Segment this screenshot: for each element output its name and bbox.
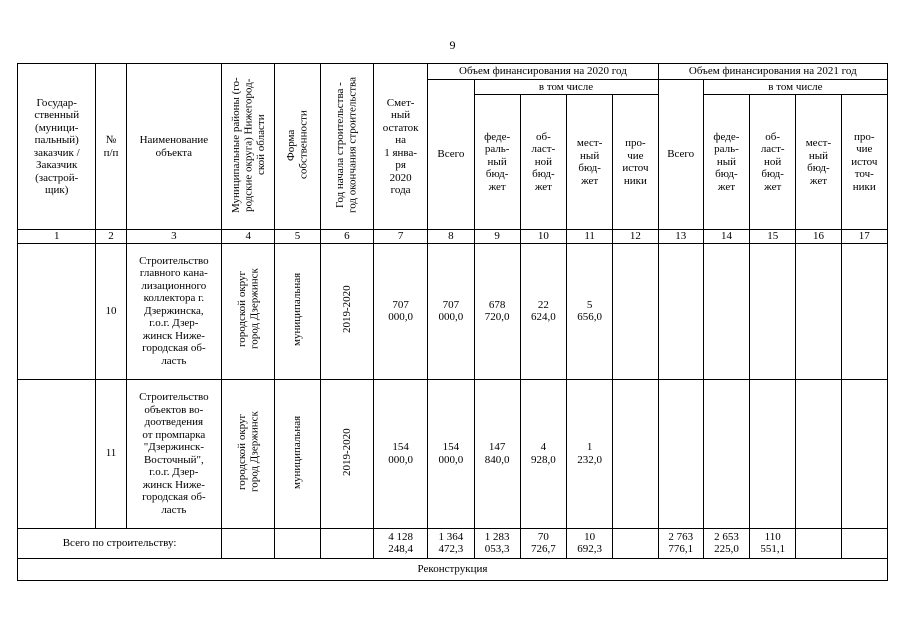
section-row [18,558,888,580]
row-number: 11 [96,379,126,528]
column-numbers-row [18,230,888,244]
federal-2021-header: феде- раль- ный бюд- жет [703,95,749,230]
totals-empty [222,528,275,558]
districts-header-text: Муниципальные районы (го- родские округа) Нижегород- ской области [229,76,267,213]
other-2021-value [841,379,887,528]
column-number: 4 [222,230,275,244]
total-2021-header: Всего [658,80,703,230]
column-number: 6 [320,230,373,244]
totals-local-2021 [796,528,841,558]
customer-header: Государ- ственный (муници- пальный) заказчик / Заказчик (застрой- щик) [18,64,96,230]
object-name-header: Наименование объекта [126,64,222,230]
column-number: 14 [703,230,749,244]
local-2020-value: 5 656,0 [567,243,613,379]
column-number: 11 [567,230,613,244]
local-2020-header: мест- ный бюд- жет [567,95,613,230]
totals-empty [320,528,373,558]
column-number: 10 [520,230,566,244]
totals-label: Всего по строительству: [18,528,222,558]
financing-2021-header: Объем финансирования на 2021 год [658,64,887,80]
totals-regional-2021: 110 551,1 [750,528,796,558]
years-cell [320,379,373,528]
page-number: 9 [449,38,456,52]
other-2020-header: про- чие источ ники [613,95,658,230]
totals-total-2020: 1 364 472,3 [428,528,474,558]
federal-2021-value [703,379,749,528]
column-number: 9 [474,230,520,244]
totals-other-2020 [613,528,658,558]
totals-federal-2021: 2 653 225,0 [703,528,749,558]
object-name: Строительство главного кана- лизационного коллектора г. Дзержинска, г.о.г. Дзер- жинск Ниже- городская об- ласть [126,243,222,379]
ownership-cell [275,379,320,528]
local-2021-value [796,379,841,528]
federal-2020-header: федe- раль- ный бюд- жет [474,95,520,230]
total-2021-value [658,243,703,379]
years-text: 2019-2020 [340,427,353,476]
regional-2020-value: 4 928,0 [520,379,566,528]
estimate-header: Смет- ный остаток на 1 янва- ря 2020 года [373,64,427,230]
total-2020-value: 707 000,0 [428,243,474,379]
column-number: 13 [658,230,703,244]
other-2020-value [613,379,658,528]
totals-estimate: 4 128 248,4 [373,528,427,558]
regional-2021-header: об- ласт- ной бюд- жет [750,95,796,230]
ownership-header [275,64,320,230]
district-cell [222,379,275,528]
totals-regional-2020: 70 726,7 [520,528,566,558]
federal-2020-value: 147 840,0 [474,379,520,528]
section-title: Реконструкция [18,558,888,580]
column-number: 15 [750,230,796,244]
column-number: 3 [126,230,222,244]
district-cell [222,243,275,379]
totals-other-2021 [841,528,887,558]
column-number: 16 [796,230,841,244]
estimate-value: 154 000,0 [373,379,427,528]
financing-2020-header: Объем финансирования на 2020 год [428,64,658,80]
federal-2020-value: 678 720,0 [474,243,520,379]
column-number: 2 [96,230,126,244]
regional-2021-value [750,243,796,379]
column-number: 8 [428,230,474,244]
totals-row [18,528,888,558]
district-text: городской округ город Дзержинск [235,268,261,350]
federal-2021-value [703,243,749,379]
column-number: 7 [373,230,427,244]
customer-cell [18,379,96,528]
totals-empty [275,528,320,558]
regional-2021-value [750,379,796,528]
total-2021-value [658,379,703,528]
districts-header [222,64,275,230]
estimate-value: 707 000,0 [373,243,427,379]
customer-cell [18,243,96,379]
column-number: 12 [613,230,658,244]
totals-local-2020: 10 692,3 [567,528,613,558]
total-2020-header: Всего [428,80,474,230]
regional-2020-header: об- ласт- ной бюд- жет [520,95,566,230]
ownership-cell [275,243,320,379]
other-2020-value [613,243,658,379]
other-2021-header: про- чие источ точ- ники [841,95,887,230]
column-number: 17 [841,230,887,244]
other-2021-value [841,243,887,379]
including-2020-header: в том числе [474,80,658,95]
column-number: 1 [18,230,96,244]
totals-total-2021: 2 763 776,1 [658,528,703,558]
years-header-text: Год начала строительства - год окончания строительства [334,76,359,213]
local-2021-value [796,243,841,379]
totals-federal-2020: 1 283 053,3 [474,528,520,558]
ownership-header-text: Форма собственности [285,110,310,180]
regional-2020-value: 22 624,0 [520,243,566,379]
object-name: Строительство объектов во- доотведения от промпарка "Дзержинск- Восточный", г.о.г. Дзер- жинск Ниже- городская об- ласть [126,379,222,528]
financing-table [17,63,888,581]
years-header [320,64,373,230]
table-row [18,379,888,528]
number-header: № п/п [96,64,126,230]
row-number: 10 [96,243,126,379]
district-text: городской округ город Дзержинск [235,411,261,493]
years-cell [320,243,373,379]
years-text: 2019-2020 [340,285,353,334]
local-2020-value: 1 232,0 [567,379,613,528]
ownership-text: муниципальная [291,415,304,489]
ownership-text: муниципальная [291,272,304,346]
including-2021-header: в том числе [703,80,887,95]
header-row-1 [18,64,888,80]
table-row [18,243,888,379]
local-2021-header: мест- ный бюд- жет [796,95,841,230]
column-number: 5 [275,230,320,244]
total-2020-value: 154 000,0 [428,379,474,528]
